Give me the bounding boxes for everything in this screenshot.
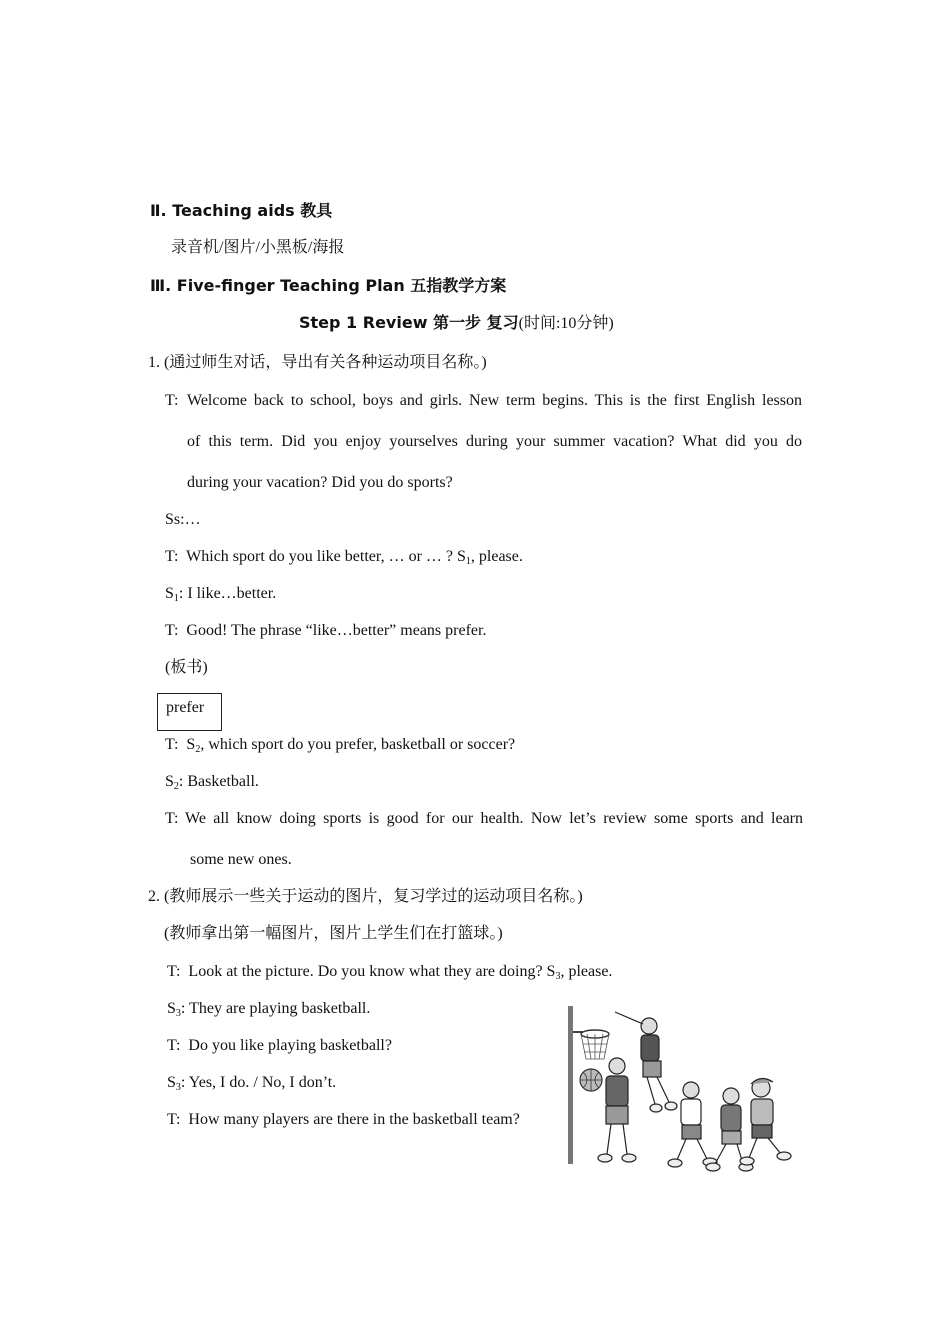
dialog-line: of this term. Did you enjoy yourselves during your summer vacation? What did you do <box>187 433 802 450</box>
part-1-instruction <box>148 352 487 374</box>
dialog-text: : Basketball. <box>178 773 259 790</box>
dialog-speaker: T: <box>167 1111 181 1128</box>
dialog-line <box>165 509 201 531</box>
dialog-speaker: T: <box>165 548 179 565</box>
dialog-speaker: T: <box>167 1037 181 1054</box>
dialog-speaker: T: <box>165 392 179 409</box>
section-2-title: . Teaching aids 教具 <box>160 201 333 220</box>
part-2-number: 2. <box>148 888 160 905</box>
dialog-speaker: S <box>167 1000 176 1017</box>
subscript: 1 <box>465 556 471 567</box>
step-1-title: Step 1 Review 第一步 复习 <box>299 313 519 332</box>
section-3-numeral: Ⅲ <box>150 276 166 295</box>
dialog-text: Do you like playing basketball? <box>188 1037 392 1054</box>
part-1-instruction-text: (通过师生对话，导出有关各种运动项目名称。) <box>164 354 487 371</box>
player-figure <box>740 1078 791 1165</box>
dialog-speaker: Ss: <box>165 511 185 528</box>
dialog-text: S <box>186 736 196 753</box>
dialog-text: How many players are there in the basketball team? <box>188 1111 520 1128</box>
dialog-line <box>165 620 486 642</box>
dialog-text: , please. <box>560 963 613 980</box>
basketball-players-illustration <box>563 1004 793 1174</box>
player-figure <box>668 1082 717 1167</box>
player-figure <box>598 1058 636 1162</box>
blackboard-word-box <box>157 693 222 731</box>
dialog-line <box>167 1072 336 1094</box>
dialog-line <box>167 961 612 983</box>
dialog-text: … <box>184 511 201 528</box>
subscript: 2 <box>173 781 179 792</box>
dialog-text: : I like…better. <box>178 585 277 602</box>
section-2-content: 录音机/图片/小黑板/海报 <box>171 239 345 256</box>
dialog-text: Good! The phrase “like…better” means prefer. <box>186 622 487 639</box>
section-3-heading <box>150 275 506 297</box>
subscript: 1 <box>173 593 179 604</box>
dialog-line <box>165 734 515 756</box>
dialog-text: Which sport do you like better, … or … ? S <box>186 548 466 565</box>
subscript: 3 <box>555 971 561 982</box>
dialog-text: : They are playing basketball. <box>180 1000 371 1017</box>
dialog-line: Welcome back to school, boys and girls. New term begins. This is the first English lesson <box>187 392 802 409</box>
dialog-speaker: S <box>167 1074 176 1091</box>
dialog-text: : Yes, I do. / No, I don’t. <box>180 1074 337 1091</box>
blackboard-word: prefer <box>166 699 205 716</box>
section-2-heading <box>150 200 332 222</box>
part-2-instruction <box>148 886 583 908</box>
step-1-time: (时间:10分钟) <box>518 315 614 332</box>
dialog-line: some new ones. <box>190 851 292 868</box>
dialog-line: during your vacation? Did you do sports? <box>187 474 453 491</box>
dialog-text: , which sport do you prefer, basketball or soccer? <box>200 736 516 753</box>
subscript: 2 <box>195 744 201 755</box>
dialog-speaker: T: <box>165 736 179 753</box>
dialog-line <box>165 583 276 605</box>
dialog-speaker: T: <box>165 810 179 827</box>
dialog-line <box>165 546 523 568</box>
blackboard-note: (板书) <box>165 659 208 676</box>
dialog-line <box>167 1035 392 1057</box>
subscript: 3 <box>175 1008 181 1019</box>
part-1-number: 1. <box>148 354 160 371</box>
dialog-line <box>165 771 259 793</box>
dialog-line <box>167 1109 520 1131</box>
dialog-line: We all know doing sports is good for our health. Now let’s review some sports and learn <box>185 810 803 827</box>
dialog-line <box>167 998 370 1020</box>
dialog-speaker: T: <box>167 963 181 980</box>
dialog-speaker: S <box>165 585 174 602</box>
section-2-numeral: Ⅱ <box>150 201 161 220</box>
subscript: 3 <box>175 1082 181 1093</box>
basketball-icon <box>580 1069 602 1091</box>
part-2-instruction-text: (教师展示一些关于运动的图片，复习学过的运动项目名称。) <box>164 888 583 905</box>
section-3-title: . Five-finger Teaching Plan 五指教学方案 <box>165 276 507 295</box>
dialog-text: , please. <box>470 548 523 565</box>
step-1-heading <box>299 312 614 335</box>
dialog-text: Look at the picture. Do you know what they are doing? S <box>188 963 556 980</box>
part-2-sub-instruction: (教师拿出第一幅图片，图片上学生们在打篮球。) <box>164 925 503 942</box>
dialog-speaker: S <box>165 773 174 790</box>
dialog-speaker: T: <box>165 622 179 639</box>
